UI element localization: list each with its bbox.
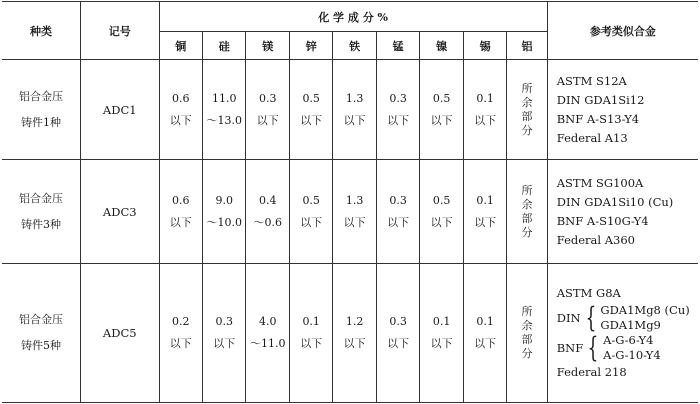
value-cell: 0.1 以下 [463, 160, 506, 264]
table-row [2, 160, 698, 264]
bnf-group [557, 333, 698, 363]
code-cell: ADC1 [81, 60, 160, 160]
kind-line: 铸件5种 [21, 339, 61, 352]
value-cell: 4.0 ～11.0 [246, 264, 289, 403]
value-cell: 1.3 以下 [333, 60, 376, 160]
reference-line: GDA1Mg9 [600, 318, 661, 332]
header-element-si: 硅 [202, 32, 245, 60]
value-cell: 0.5 以下 [289, 60, 332, 160]
aluminum-remainder: 所 余 部 分 [507, 60, 547, 160]
value-cell: 0.5 以下 [420, 60, 463, 160]
value-cell: 0.1 以下 [463, 264, 506, 403]
header-element-fe: 铁 [333, 32, 376, 60]
header-code: 记号 [81, 2, 160, 60]
value-cell: 1.3 以下 [333, 160, 376, 264]
code-cell: ADC3 [81, 160, 160, 264]
kind-cell [2, 264, 81, 403]
table-row [2, 60, 698, 160]
reference-line: A-G-10-Y4 [603, 348, 661, 362]
header-row-1 [2, 2, 698, 32]
reference-line: GDA1Mg8 (Cu) [600, 303, 690, 317]
reference-line: Federal 218 [556, 365, 627, 379]
value-cell: 0.1 以下 [289, 264, 332, 403]
kind-cell [2, 160, 81, 264]
value-cell: 0.1 以下 [463, 60, 506, 160]
kind-cell [2, 60, 81, 160]
value-cell: 0.3 以下 [246, 60, 289, 160]
reference-line: ASTM S12A [556, 73, 627, 88]
value-cell: 11.0 ～13.0 [202, 60, 245, 160]
header-kind: 种类 [2, 2, 81, 60]
value-cell: 0.3 以下 [376, 60, 419, 160]
value-cell: 0.5 以下 [420, 160, 463, 264]
brace-icon: { [587, 331, 599, 364]
header-element-mn: 锰 [376, 32, 419, 60]
kind-line: 铝合金压 [19, 313, 63, 326]
value-cell: 0.3 以下 [376, 264, 419, 403]
din-label: DIN [556, 310, 581, 325]
reference-line: ASTM G8A [556, 286, 621, 300]
value-cell: 0.3 以下 [376, 160, 419, 264]
value-cell: 0.6 以下 [159, 160, 202, 264]
header-element-cu: 铜 [159, 32, 202, 60]
value-cell: 0.3 以下 [202, 264, 245, 403]
value-cell: 9.0 ～10.0 [202, 160, 245, 264]
code-cell: ADC5 [81, 264, 160, 403]
value-cell: 1.2 以下 [333, 264, 376, 403]
header-element-sn: 锡 [463, 32, 506, 60]
value-cell: 0.4 ～0.6 [246, 160, 289, 264]
value-cell: 0.2 以下 [159, 264, 202, 403]
bnf-label: BNF [556, 340, 584, 355]
value-cell: 0.6 以下 [159, 60, 202, 160]
header-element-zn: 锌 [289, 32, 332, 60]
header-element-al: 铝 [507, 32, 547, 60]
reference-line: BNF A-S13-Y4 [556, 111, 640, 126]
alloy-composition-table [2, 1, 698, 403]
brace-icon: { [585, 301, 596, 334]
reference-line: ASTM SG100A [556, 175, 644, 190]
kind-line: 铝合金压 [19, 89, 63, 103]
value-cell: 0.1 以下 [420, 264, 463, 403]
header-composition-title: 化 学 成 分 % [159, 2, 547, 32]
reference-line: DIN GDA1Si10 (Cu) [556, 194, 674, 209]
value-cell: 0.5 以下 [289, 160, 332, 264]
reference-line: BNF A-S10G-Y4 [556, 213, 649, 228]
table-row [2, 264, 698, 403]
header-element-mg: 镁 [246, 32, 289, 60]
aluminum-remainder: 所 余 部 分 [507, 264, 547, 403]
header-element-ni: 镍 [420, 32, 463, 60]
kind-line: 铝合金压 [19, 191, 63, 205]
reference-line: Federal A360 [556, 232, 635, 247]
reference-line: Federal A13 [556, 130, 628, 145]
reference-cell [547, 264, 698, 403]
header-reference: 参考类似合金 [547, 2, 698, 60]
kind-line: 铸件1种 [21, 115, 61, 129]
reference-line: DIN GDA1Si12 [556, 92, 645, 107]
din-group [557, 303, 698, 333]
reference-cell [547, 60, 698, 160]
reference-cell [547, 160, 698, 264]
kind-line: 铸件3种 [21, 217, 61, 231]
reference-line: A-G-6-Y4 [603, 333, 654, 347]
aluminum-remainder: 所 余 部 分 [507, 160, 547, 264]
